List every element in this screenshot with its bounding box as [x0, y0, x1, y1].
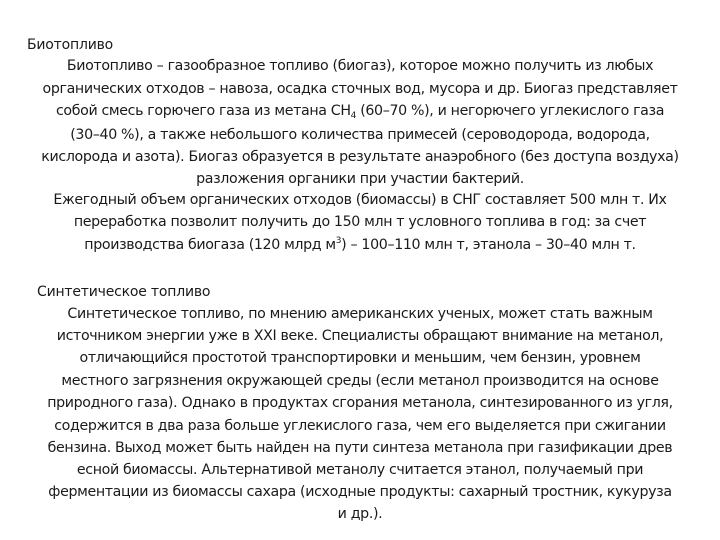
paragraph-line: Ежегодный объем органических отходов (биомассы) в СНГ составляет 500 млн т. Их: [53, 192, 667, 208]
paragraph-line-biogas: [0, 237, 720, 253]
heading-biofuel: Биотопливо: [27, 37, 114, 53]
paragraph-line: природного газа). Однако в продуктах сгорания метанола, синтезированного из угля,: [47, 395, 673, 411]
paragraph-line: и др.).: [337, 506, 383, 522]
paragraph-line: отличающийся простотой транспортировки и меньшим, чем бензин, уровнем: [79, 350, 641, 366]
cubic-superscript: 3: [335, 236, 342, 246]
paragraph-line: есной биомассы. Альтернативой метанолу считается этанол, получаемый при: [76, 462, 644, 478]
methane-subscript: 4: [350, 111, 357, 121]
methane-text-after: (60–70 %), и негорючего углекислого газа: [356, 103, 665, 119]
biogas-text: производства биогаза (120 млрд м: [84, 237, 336, 253]
paragraph-line: органических отходов – навоза, осадка сточных вод, мусора и др. Биогаз представляет: [42, 81, 678, 97]
paragraph-line: источником энергии уже в XXI веке. Специалисты обращают внимание на метанол,: [56, 328, 664, 344]
paragraph-line: (30–40 %), а также небольшого количества примесей (сероводорода, водорода,: [70, 127, 650, 143]
paragraph-line: бензина. Выход может быть найден на пути синтеза метанола при газификации древ: [47, 440, 673, 456]
paragraph-line: разложения органики при участии бактерий.: [196, 171, 524, 187]
methane-text: собой смесь горючего газа из метана СН: [55, 103, 351, 119]
paragraph-line: переработка позволит получить до 150 млн т условного топлива в год: за счет: [73, 214, 647, 230]
paragraph-line: Биотопливо – газообразное топливо (биогаз), которое можно получить из любых: [66, 58, 654, 74]
paragraph-line: содержится в два раза больше углекислого газа, чем его выделяется при сжигании: [54, 418, 666, 434]
paragraph-line: кислорода и азота). Биогаз образуется в результате анаэробного (без доступа воздуха): [41, 149, 679, 165]
biogas-text-after: ) – 100–110 млн т, этанола – 30–40 млн т.: [341, 237, 636, 253]
paragraph-line: ферментации из биомассы сахара (исходные продукты: сахарный тростник, кукуруза: [48, 484, 672, 500]
paragraph-line: местного загрязнения окружающей среды (если метанол производится на основе: [61, 373, 659, 389]
paragraph-line-methane: [0, 103, 720, 119]
heading-synthetic-fuel: Синтетическое топливо: [37, 284, 211, 300]
paragraph-line: Синтетическое топливо, по мнению американских ученых, может стать важным: [67, 306, 653, 322]
